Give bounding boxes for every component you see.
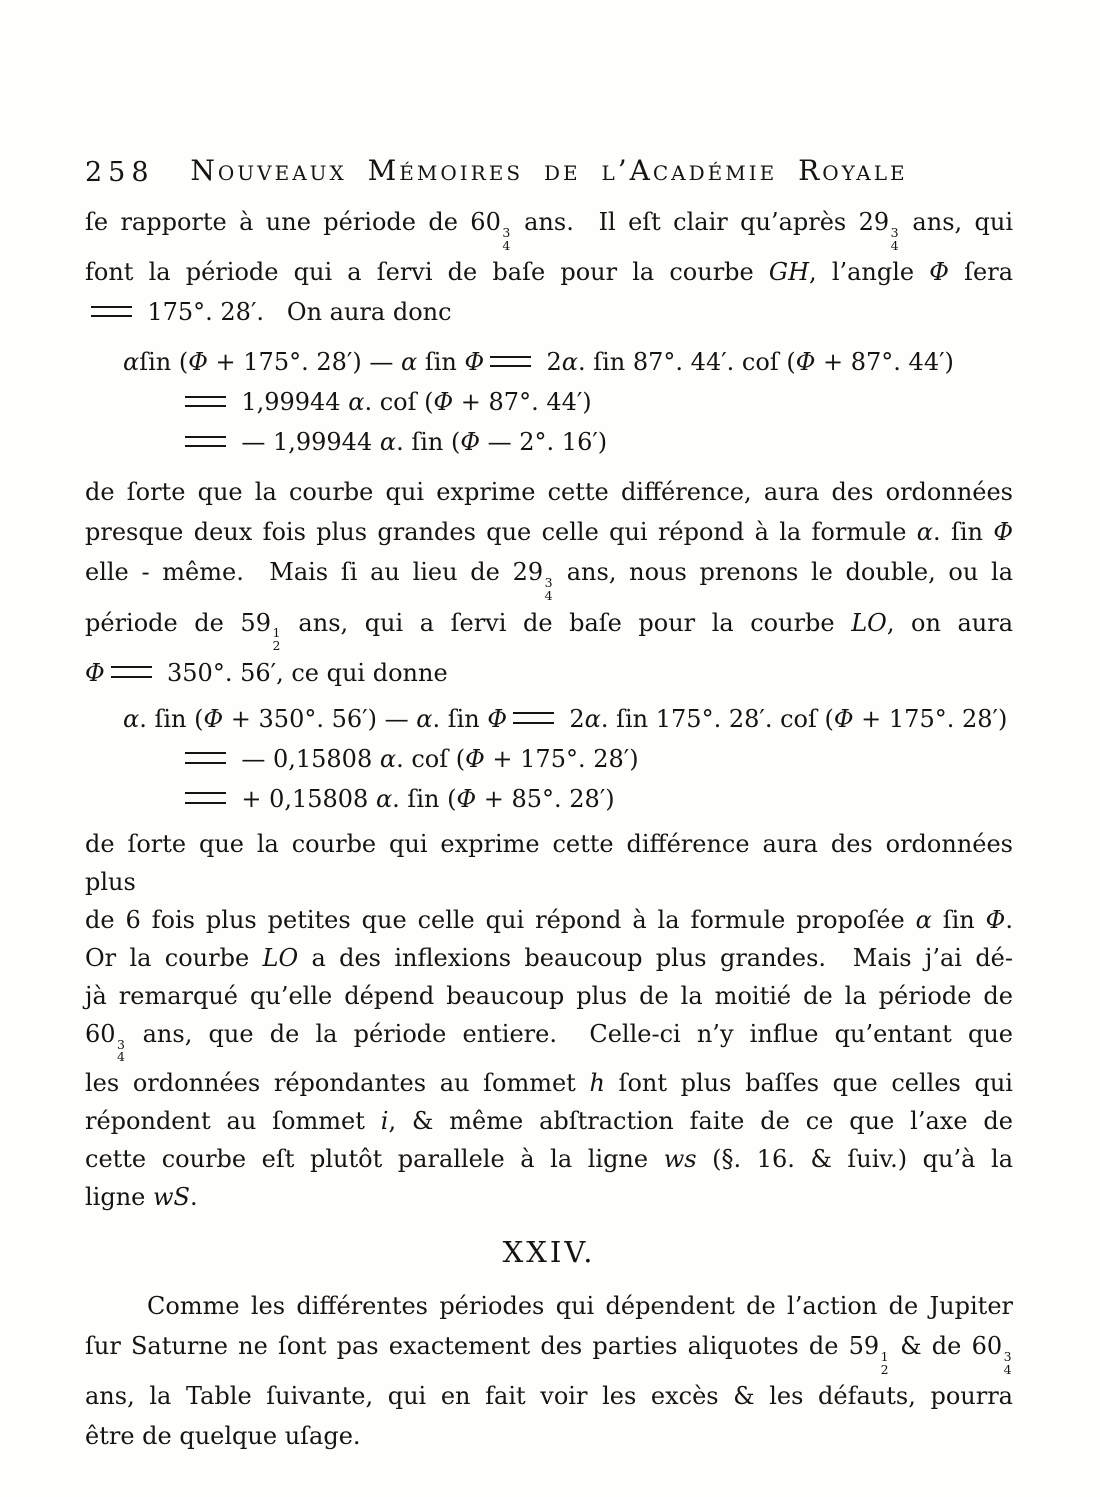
text-line — [85, 901, 1013, 939]
formula-line — [123, 342, 1013, 382]
fraction-denominator: 4 — [544, 587, 553, 603]
text-segment: ans, la Table ſuivante, qui en fait voir les excès & les défauts, pourra — [85, 1382, 1013, 1411]
long-equals-sign — [185, 752, 226, 763]
text-segment: α — [916, 518, 933, 547]
text-segment: 59 — [848, 1332, 880, 1361]
text-line — [85, 939, 1013, 977]
text-segment: + 175°. 28′) — [484, 744, 639, 773]
text-segment: + 175°. 28′) — [853, 704, 1008, 733]
long-equals-sign — [185, 436, 226, 447]
text-segment: 29 — [512, 558, 544, 587]
text-line — [85, 977, 1013, 1015]
stacked-fraction — [545, 577, 553, 602]
text-segment: . coſ ( — [396, 744, 466, 773]
text-segment: , l’angle — [809, 258, 930, 287]
stacked-fraction — [881, 1351, 889, 1376]
long-equals-sign — [185, 792, 226, 803]
text-segment: ſe rapporte à une période de — [85, 208, 471, 236]
text-segment: . ſin 175°. 28′. coſ ( — [600, 704, 834, 733]
text-segment: — 1,99944 — [233, 428, 380, 457]
long-equals-sign — [513, 712, 554, 723]
stacked-fraction — [1004, 1351, 1012, 1376]
text-segment: ſera — [948, 258, 1014, 287]
text-segment: 2 — [561, 704, 585, 733]
text-segment: — 0,15808 — [233, 744, 380, 773]
text-segment: α — [915, 905, 932, 934]
text-segment: α — [375, 784, 393, 813]
page-header — [85, 154, 1013, 196]
text-segment: Φ — [993, 518, 1013, 547]
stacked-fraction — [502, 224, 511, 253]
paragraph-1 — [85, 202, 1013, 332]
text-segment: ans, qui — [900, 208, 1014, 236]
text-segment: 29 — [858, 208, 890, 236]
text-segment: α — [379, 428, 397, 457]
text-segment: Φ — [833, 704, 854, 733]
text-segment: . ſin — [432, 704, 488, 733]
text-segment: wS — [153, 1183, 190, 1212]
text-segment: . ſin ( — [396, 428, 461, 457]
text-segment: jà remarqué qu’elle dépend beaucoup plus de la moitié de la période de — [85, 981, 1013, 1010]
text-line — [85, 1286, 1013, 1326]
text-segment: & de — [890, 1332, 972, 1361]
text-segment: . — [190, 1183, 198, 1212]
text-segment: ligne — [85, 1183, 154, 1212]
text-segment: α — [416, 704, 433, 733]
formula-line — [179, 739, 1013, 779]
formula-block-1 — [85, 342, 1013, 462]
text-segment: LO — [851, 608, 887, 637]
text-line — [85, 1326, 1013, 1376]
paragraph-4 — [85, 1286, 1013, 1456]
fraction-denominator: 4 — [1003, 1361, 1012, 1377]
text-segment: ws — [663, 1145, 697, 1174]
text-line — [85, 252, 1013, 292]
text-segment: Φ — [465, 744, 485, 773]
paragraph-3 — [85, 825, 1013, 1216]
text-segment: ans, nous prenons le double, ou la — [554, 558, 1014, 587]
text-segment: Φ — [85, 658, 105, 687]
text-segment: Φ — [487, 704, 508, 733]
fraction-numerator: 3 — [1003, 1349, 1012, 1365]
text-segment: ans. Il eſt clair qu’après — [511, 208, 859, 236]
text-segment: α — [123, 348, 140, 377]
text-segment: h — [589, 1069, 605, 1098]
text-segment: de ſorte que la courbe qui exprime cette différence, aura des ordonnées — [85, 478, 1013, 507]
text-segment: α — [584, 704, 601, 733]
text-segment: de 6 fois plus petites que celle qui répond à la formule propoſée — [85, 905, 916, 934]
text-segment: + 87°. 44′) — [453, 388, 592, 417]
text-segment: 2 — [538, 348, 562, 377]
text-segment: α — [123, 704, 140, 733]
text-block — [85, 202, 1013, 1456]
text-line — [85, 512, 1013, 552]
fraction-denominator: 2 — [880, 1361, 889, 1377]
stacked-fraction — [890, 224, 899, 253]
text-line — [85, 472, 1013, 512]
text-segment: . — [1005, 905, 1013, 934]
text-line — [85, 292, 1013, 332]
text-segment: ſont plus baſſes que celles qui — [604, 1069, 1013, 1098]
stacked-fraction — [272, 627, 280, 652]
text-segment: les ordonnées répondantes au ſommet — [85, 1069, 590, 1098]
text-line — [85, 1416, 1013, 1456]
text-segment: de ſorte que la courbe qui exprime cette différence aura des ordonnées plus — [85, 829, 1013, 896]
text-segment: a des inflexions beaucoup plus grandes. Mais j’ai dé- — [298, 943, 1013, 972]
text-line — [85, 1376, 1013, 1416]
fraction-numerator: 3 — [117, 1036, 125, 1052]
text-line — [85, 202, 1013, 252]
fraction-denominator: 4 — [117, 1049, 125, 1065]
fraction-numerator: 3 — [544, 575, 553, 591]
text-segment: + 175°. 28′) — — [207, 348, 401, 377]
text-segment: ans, que de la période entiere. Celle-ci n’y influe qu’entant que — [126, 1019, 1013, 1048]
text-line — [85, 603, 1013, 653]
long-equals-sign — [490, 356, 531, 367]
text-line — [85, 1178, 1013, 1216]
formula-line — [179, 779, 1013, 819]
text-segment: + 0,15808 — [233, 784, 376, 813]
formula-line — [179, 422, 1013, 462]
text-segment: Comme les différentes périodes qui dépendent de l’action de Jupiter — [147, 1292, 1013, 1321]
text-segment: Φ — [188, 348, 208, 377]
running-title: Nouveaux Mémoires de l’Académie Royale — [190, 154, 908, 187]
long-equals-sign — [185, 396, 226, 407]
text-segment: — 2°. 16′) — [480, 428, 608, 457]
text-segment: 1,99944 — [233, 388, 349, 417]
fraction-numerator: 1 — [880, 1349, 889, 1365]
section-heading-block — [85, 1232, 1013, 1272]
long-equals-sign — [111, 666, 152, 677]
page-number: 258 — [85, 157, 155, 188]
text-line — [85, 825, 1013, 901]
text-segment: , on aura — [886, 608, 1014, 637]
text-segment: XXIV. — [502, 1235, 596, 1270]
text-line — [85, 1140, 1013, 1178]
text-line — [85, 552, 1013, 602]
text-segment: . coſ ( — [364, 388, 434, 417]
stacked-fraction — [117, 1036, 125, 1065]
text-segment: Φ — [795, 348, 816, 377]
text-segment: Φ — [985, 905, 1006, 934]
text-segment: 175°. 28′. On aura donc — [139, 298, 452, 327]
text-segment: 350°. 56′, ce qui donne — [159, 658, 448, 687]
text-segment: cette courbe eſt plutôt parallele à la ligne — [85, 1145, 664, 1174]
long-equals-sign — [91, 306, 132, 317]
text-segment: . ſin 87°. 44′. coſ ( — [577, 348, 796, 377]
text-segment: 60 — [470, 208, 501, 236]
text-segment: ſur Saturne ne ſont pas exactement des parties aliquotes de — [85, 1332, 849, 1361]
text-segment: Φ — [464, 348, 485, 377]
fraction-denominator: 2 — [272, 638, 281, 654]
fraction-numerator: 3 — [502, 224, 511, 240]
fraction-numerator: 1 — [272, 625, 281, 641]
text-segment: + 85°. 28′) — [476, 784, 615, 813]
text-segment: GH — [768, 258, 810, 287]
fraction-numerator: 3 — [890, 224, 899, 240]
text-segment: Φ — [456, 784, 477, 813]
text-line — [85, 1102, 1013, 1140]
text-segment: α — [561, 348, 578, 377]
text-segment: font la période qui a ſervi de baſe pour la courbe — [85, 258, 769, 287]
text-segment: Or la courbe — [85, 943, 263, 972]
fraction-denominator: 4 — [890, 237, 899, 253]
text-segment: Φ — [203, 704, 224, 733]
text-segment: . ſin ( — [392, 784, 457, 813]
text-line — [85, 1064, 1013, 1102]
text-segment: + 87°. 44′) — [815, 348, 954, 377]
text-line — [85, 1015, 1013, 1064]
fraction-denominator: 4 — [502, 237, 511, 253]
formula-block-2 — [85, 699, 1013, 819]
text-segment: Φ — [929, 258, 949, 287]
text-segment: presque deux fois plus grandes que celle qui répond à la formule — [85, 518, 917, 547]
text-segment: 60 — [85, 1019, 116, 1048]
text-segment: période de — [85, 608, 241, 637]
text-segment: i — [380, 1107, 389, 1136]
text-segment: 60 — [971, 1332, 1003, 1361]
text-segment: ſin — [931, 905, 986, 934]
text-segment: être de quelque uſage. — [85, 1422, 361, 1451]
text-segment: (§. 16. & ſuiv.) qu’à la — [696, 1145, 1014, 1174]
section-heading — [85, 1232, 1013, 1272]
text-segment: ſin — [417, 348, 465, 377]
text-segment: Φ — [433, 388, 454, 417]
text-segment: Φ — [460, 428, 481, 457]
text-segment: , & même abſtraction faite de ce que l’axe de — [388, 1107, 1013, 1136]
text-segment: répondent au ſommet — [85, 1107, 381, 1136]
paragraph-2 — [85, 472, 1013, 693]
text-segment: α — [348, 388, 365, 417]
text-segment: ſin ( — [139, 348, 189, 377]
text-segment: + 350°. 56′) — — [223, 704, 417, 733]
text-segment: α — [379, 744, 397, 773]
text-segment: . ſin — [933, 518, 994, 547]
text-segment: elle - même. Mais ſi au lieu de — [85, 558, 513, 587]
text-segment: . ſin ( — [139, 704, 204, 733]
text-segment: ans, qui a ſervi de baſe pour la courbe — [281, 608, 852, 637]
text-line — [85, 653, 1013, 693]
formula-line — [123, 699, 1013, 739]
text-segment: LO — [262, 943, 299, 972]
text-segment: α — [400, 348, 418, 377]
text-segment: 59 — [240, 608, 271, 637]
formula-line — [179, 382, 1013, 422]
